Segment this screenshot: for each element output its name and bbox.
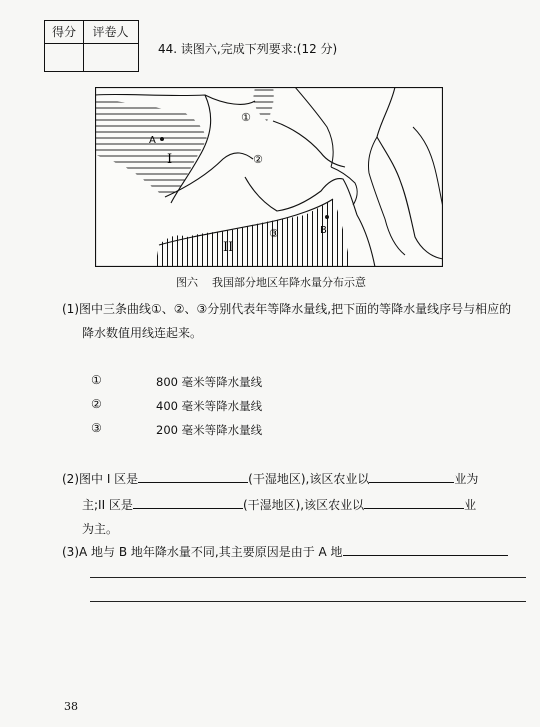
part2-l2-c: 业 <box>464 498 477 512</box>
blank-region-i-agriculture[interactable] <box>369 470 454 483</box>
figure-title: 我国部分地区年降水量分布示意 <box>212 276 366 289</box>
region-i-label: I <box>167 152 173 167</box>
part2-l2-a: 主;II 区是 <box>82 498 133 512</box>
match-symbol-1: ① <box>91 373 102 387</box>
part2-line3: 为主。 <box>82 522 119 536</box>
part3-text: (3)A 地与 B 地年降水量不同,其主要原因是由于 A 地 <box>62 545 343 559</box>
score-label: 得分 <box>51 25 76 39</box>
part2-l1-c: 业为 <box>454 472 479 486</box>
grader-label: 评卷人 <box>92 25 129 39</box>
match-text-3: 200 毫米等降水量线 <box>156 423 263 437</box>
blank-reason[interactable] <box>343 543 508 556</box>
score-table-rule <box>45 43 138 44</box>
figure-caption <box>176 274 366 290</box>
region-ii-label: II <box>223 240 234 255</box>
blank-region-ii-agriculture[interactable] <box>364 496 464 509</box>
point-b-label: B <box>320 225 327 236</box>
point-a-dot <box>160 137 164 141</box>
precipitation-map <box>95 87 443 267</box>
curve-1-label: ① <box>241 111 251 124</box>
point-b-dot <box>325 215 329 219</box>
match-symbol-2: ② <box>91 397 102 411</box>
curve-2-label: ② <box>253 153 263 166</box>
match-text-2: 400 毫米等降水量线 <box>156 399 263 413</box>
part2-line1 <box>62 470 478 487</box>
answer-line-2[interactable] <box>90 601 526 602</box>
blank-region-i-type[interactable] <box>138 470 248 483</box>
part2-l1-b: (干湿地区),该区农业以 <box>248 472 370 486</box>
part1-line1: (1)图中三条曲线①、②、③分别代表年等降水量线,把下面的等降水量线序号与相应的 <box>62 302 512 316</box>
part2-l2-b: (干湿地区),该区农业以 <box>242 498 365 512</box>
part2-l1-a: (2)图中 I 区是 <box>62 472 139 486</box>
score-table <box>44 20 139 72</box>
answer-line-1[interactable] <box>90 577 526 578</box>
part2-line2 <box>82 496 476 513</box>
part1-line2: 降水数值用线连起来。 <box>82 326 203 340</box>
page-number: 38 <box>64 700 78 713</box>
question-title: 44. 读图六,完成下列要求:(12 分) <box>158 42 338 56</box>
match-symbol-3: ③ <box>91 421 102 435</box>
blank-region-ii-type[interactable] <box>133 496 243 509</box>
figure-label: 图六 <box>176 276 198 289</box>
curve-3-label: ③ <box>269 227 279 240</box>
match-text-1: 800 毫米等降水量线 <box>156 375 263 389</box>
part3-line1 <box>62 543 508 560</box>
point-a-label: A <box>149 135 156 146</box>
